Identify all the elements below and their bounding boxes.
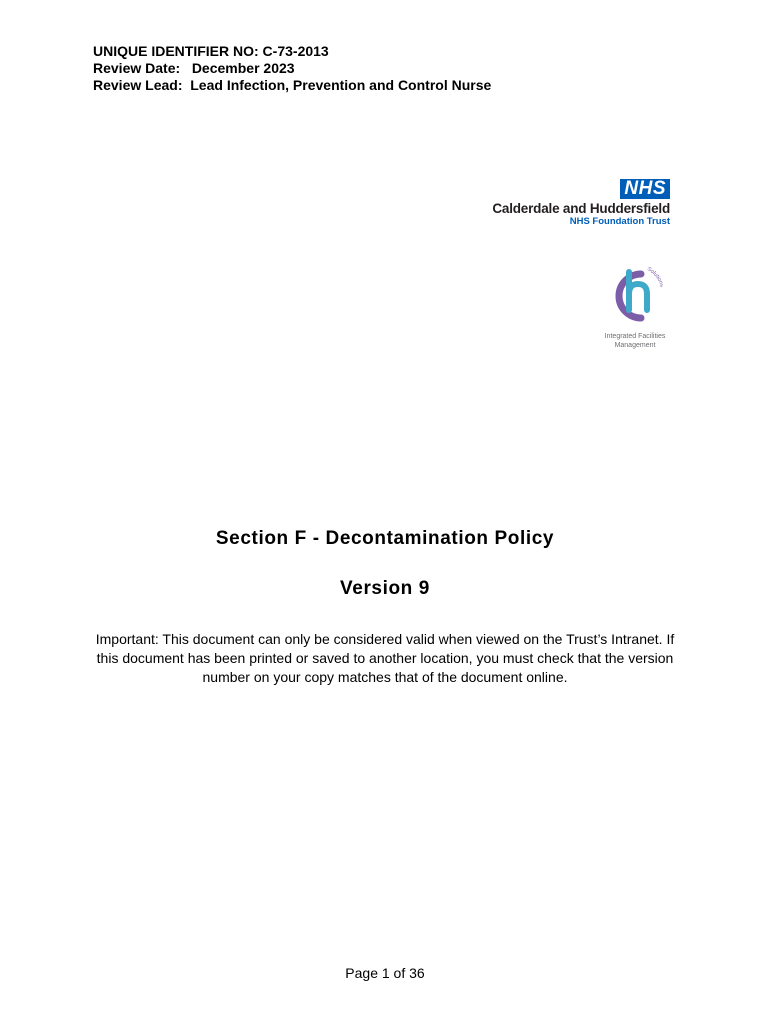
nhs-trust-name: NHS Foundation Trust <box>569 216 670 227</box>
validity-notice: Important: This document can only be considered valid when viewed on the Trust’s Intranet. If this document has been printed or saved to another location, you must check that the version number on your copy matches that of the document online. <box>95 631 675 685</box>
nhs-badge: NHS <box>620 179 670 199</box>
nhs-organisation-name: Calderdale and Huddersfield <box>492 201 670 216</box>
document-title: Section F - Decontamination Policy <box>215 528 555 549</box>
ch-solutions-mark-icon <box>607 264 663 326</box>
solutions-arc-text: Solutio <box>646 266 663 283</box>
ifm-logo <box>590 264 680 350</box>
review-lead: Review Lead: Lead Infection, Prevention and Control Nurse <box>93 77 492 93</box>
ifm-caption-line1: Integrated Facilities <box>604 333 666 340</box>
ifm-caption <box>590 332 680 350</box>
nhs-trust-logo <box>492 179 670 227</box>
document-version: Version 9 <box>340 578 430 599</box>
ifm-caption-line2: Management <box>614 342 656 349</box>
review-date: Review Date: December 2023 <box>93 60 295 76</box>
svg-text:Solutions <box>646 266 663 287</box>
page-number: Page 1 of 36 <box>345 965 425 981</box>
unique-identifier: UNIQUE IDENTIFIER NO: C-73-2013 <box>93 43 329 59</box>
document-header <box>93 43 491 94</box>
